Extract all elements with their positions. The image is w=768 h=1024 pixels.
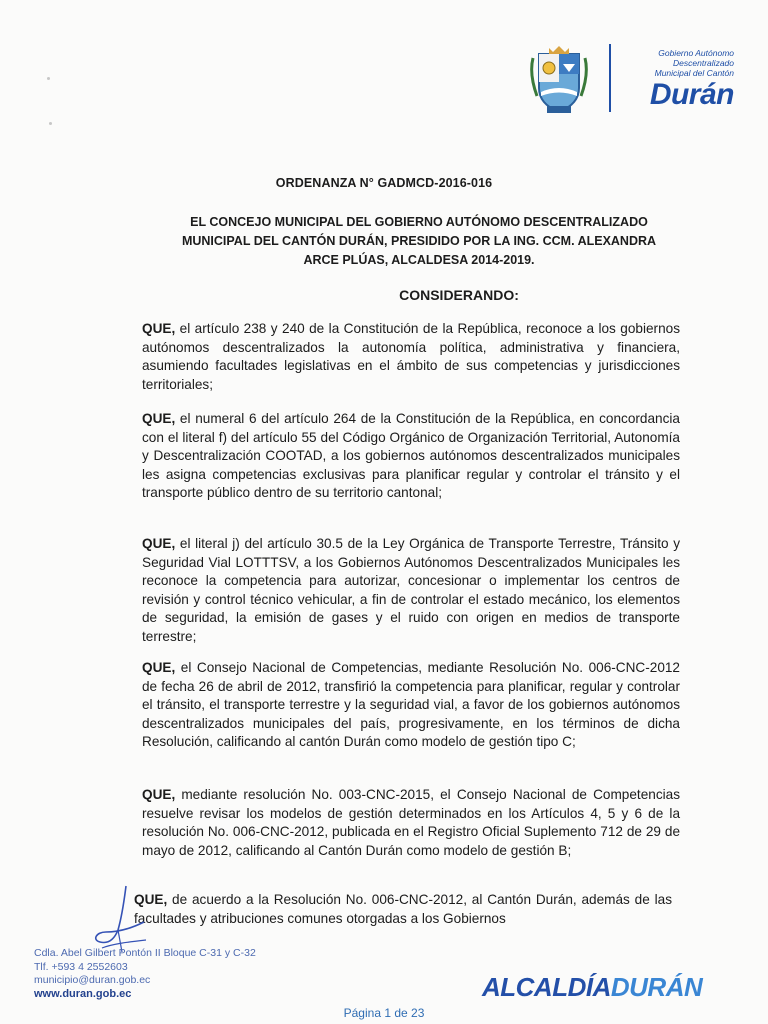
address-text: Cdla. Abel Gilbert Pontón II Bloque C-31 y C-32 [34,947,256,959]
whereas-paragraph [134,891,672,928]
logo-name: Durán [649,78,734,111]
page-number: Página 1 de 23 [343,1006,425,1020]
whereas-paragraph [142,786,680,860]
ordinance-title: ORDENANZA N° GADMCD-2016-016 [275,176,493,190]
council-heading [150,213,688,270]
council-line: EL CONCEJO MUNICIPAL DEL GOBIERNO AUTÓNOMO DESCENTRALIZADO [190,215,648,229]
whereas-lead: QUE, [134,892,168,907]
whereas-text: mediante resolución No. 003-CNC-2015, el Consejo Nacional de Competencias resuelve revisar los modelos de gestión determinados en los Artículos 4, 5 y 6 de la resolución No. 006-CNC-2012, publicada en el Registro Oficial Suplemento 712 de 29 de mayo de 2012, calificando al Cantón Durán como modelo de gestión B; [142,787,680,858]
phone-text: Tlf. +593 4 2552603 [34,960,128,973]
whereas-text: el artículo 238 y 240 de la Constitución de la República, reconoce a los gobiernos autónomos descentralizados la autonomía política, administrativa y financiera, asumiendo facultades legislativas en el ámbito de sus competencias y jurisdicciones territoriales; [142,321,680,392]
considering-heading: CONSIDERANDO: [399,287,519,303]
whereas-text: el numeral 6 del artículo 264 de la Constitución de la República, en concordancia con el literal f) del artículo 55 del Código Orgánico de Organización Territorial, Autonomía y Descentralización COOTAD, a los gobiernos autónomos descentralizados municipales les asigna competencias exclusivas para planificar regular y controlar el tránsito y el transporte público dentro de su territorio cantonal; [142,411,680,501]
whereas-text: de acuerdo a la Resolución No. 006-CNC-2012, al Cantón Durán, además de las facultades y atribuciones comunes otorgadas a los Gobiernos [134,892,672,926]
whereas-paragraph [142,410,680,503]
whereas-paragraph [142,535,680,647]
whereas-paragraph [142,320,680,394]
scan-speck [47,77,50,80]
whereas-lead: QUE, [142,660,176,675]
brand-part-2: DURÁN [610,972,703,1002]
whereas-text: el Consejo Nacional de Competencias, mediante Resolución No. 006-CNC-2012 de fecha 26 de abril de 2012, transfirió la competencia para planificar, regular y controlar el tránsito, el transporte terrestre y la seguridad vial, a favor de los gobiernos autónomos descentralizados municipales del país, progresivamente, en los términos de dicha Resolución, calificando al cantón Durán como modelo de gestión tipo C; [142,660,680,750]
brand-part-1: ALCALDÍA [482,972,611,1002]
whereas-paragraph [142,659,680,752]
logo-line: Gobierno Autónomo [658,48,734,58]
whereas-lead: QUE, [142,411,176,426]
signature-mark [88,882,150,954]
whereas-lead: QUE, [142,536,176,551]
council-line: MUNICIPAL DEL CANTÓN DURÁN, PRESIDIDO POR LA ING. CCM. ALEXANDRA [181,234,657,248]
coat-of-arms-icon [529,44,589,116]
municipal-logo [612,48,734,111]
whereas-text: el literal j) del artículo 30.5 de la Ley Orgánica de Transporte Terrestre, Tránsito y Seguridad Vial LOTTTSV, a los Gobiernos Autónomos Descentralizados Municipales les reconoce la competencia para autorizar, concesionar o implementar los centros de revisión y control técnico vehicular, a fin de controlar el estado mecánico, los elementos de seguridad, la emisión de gases y el ruido con origen en medios de transporte terrestre; [142,536,680,644]
logo-line: Descentralizado [673,58,734,68]
website-link[interactable]: www.duran.gob.ec [34,987,132,1000]
whereas-lead: QUE, [142,787,176,802]
council-line: ARCE PLÚAS, ALCALDESA 2014-2019. [303,253,535,267]
email-text: municipio@duran.gob.ec [34,974,151,986]
logo-line: Municipal del Cantón [654,68,734,78]
whereas-lead: QUE, [142,321,176,336]
alcaldia-brand [482,972,702,1003]
contact-block [34,947,256,1001]
logo-divider [609,44,611,112]
scan-speck [49,122,52,125]
